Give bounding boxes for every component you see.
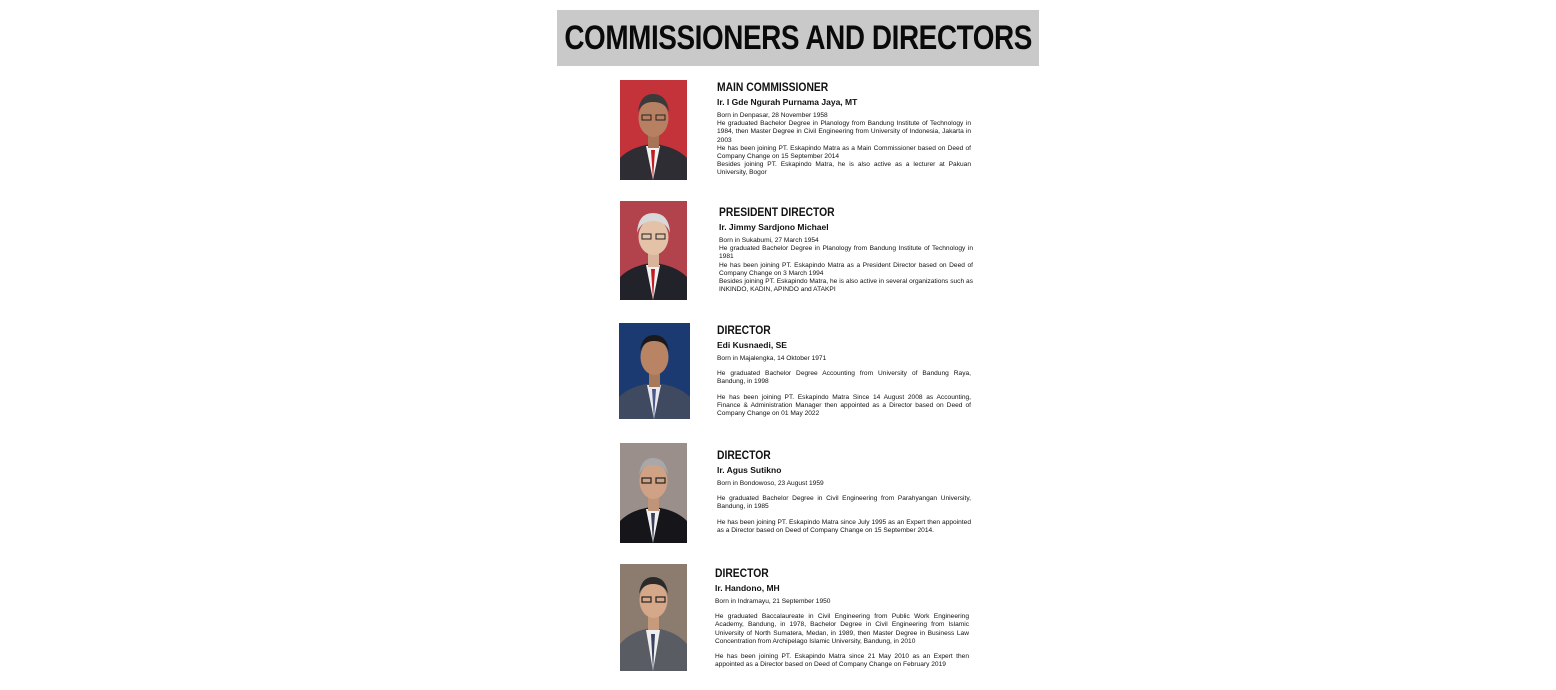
bio-paragraph: Born in Majalengka, 14 Oktober 1971 (717, 355, 827, 362)
person-bio (717, 80, 971, 178)
portrait-photo (620, 80, 687, 180)
bio-paragraph: He graduated Bachelor Degree in Planology from Bandung Institute of Technology in 1981 (719, 245, 973, 261)
portrait-photo (620, 443, 687, 543)
bio-paragraph: Besides joining PT. Eskapindo Matra, he is also active as a lecturer at Pakuan University, Bogor (717, 161, 971, 177)
bio-paragraph: He has been joining PT. Eskapindo Matra as a Main Commissioner based on Deed of Company Change on 15 September 2014 (717, 144, 971, 161)
bio-paragraph: Born in Sukabumi, 27 March 1954 (719, 237, 819, 244)
bio-paragraph: He has been joining PT. Eskapindo Matra since 21 May 2010 as an Expert then appointed as a Director based on Deed of Company Change on February 2019 (715, 653, 969, 669)
portrait-photo (620, 201, 687, 300)
person-bio (715, 566, 969, 669)
person-name: Edi Kusnaedi, SE (717, 340, 787, 350)
person-bio (719, 205, 973, 294)
person-name: Ir. Handono, MH (715, 583, 780, 593)
bio-paragraph: Born in Indramayu, 21 September 1950 (715, 598, 831, 605)
bio-paragraph: Born in Bondowoso, 23 August 1959 (717, 480, 824, 487)
role-heading: MAIN COMMISSIONER (717, 80, 829, 94)
person-bio (717, 448, 971, 535)
portrait-photo (620, 564, 687, 671)
bio-paragraph: He has been joining PT. Eskapindo Matra Since 14 August 2008 as Accounting, Finance & Administration Manager then appointed as a Director based on Deed of Company Change on 01 May 2022 (717, 393, 971, 418)
bio-paragraph: He graduated Baccalaureate in Civil Engineering from Public Work Engineering Academy, Bandung, in 1978, Bachelor Degree in Civil Engineering from Islamic University of North Sumatera, Medan, in 1989, then Master Degree in Business Law Concentration from Archipelago Islamic University, Bandung, in 2010 (715, 613, 969, 645)
role-heading: DIRECTOR (717, 448, 771, 462)
role-heading: PRESIDENT DIRECTOR (719, 205, 835, 219)
portrait-photo (619, 323, 690, 419)
title-banner (557, 10, 1039, 66)
role-heading: DIRECTOR (717, 323, 771, 337)
role-heading: DIRECTOR (715, 566, 769, 580)
bio-paragraph: He graduated Bachelor Degree in Civil Engineering from Parahyangan University, Bandung, in 1985 (717, 495, 971, 511)
person-name: Ir. Jimmy Sardjono Michael (719, 222, 829, 232)
bio-paragraph: He graduated Bachelor Degree Accounting from University of Bandung Raya, Bandung, in 1998 (717, 370, 971, 386)
bio-paragraph: He graduated Bachelor Degree in Planology from Bandung Institute of Technology in 1984, then Master Degree in Civil Engineering from University of Indonesia, Jakarta in 2003 (717, 120, 971, 144)
bio-paragraph: Besides joining PT. Eskapindo Matra, he is also active in several organizations such as INKINDO, KADIN, APINDO and ATAKPI (719, 278, 973, 294)
person-name: Ir. Agus Sutikno (717, 465, 782, 475)
person-name: Ir. I Gde Ngurah Purnama Jaya, MT (717, 97, 858, 107)
page-title: COMMISSIONERS AND DIRECTORS (564, 18, 1032, 57)
person-bio (717, 323, 971, 418)
bio-paragraph: Born in Denpasar, 28 November 1958 (717, 112, 828, 119)
bio-paragraph: He has been joining PT. Eskapindo Matra since July 1995 as an Expert then appointed as a Director based on Deed of Company Change on 15 September 2014. (717, 518, 971, 534)
bio-paragraph: He has been joining PT. Eskapindo Matra as a President Director based on Deed of Company Change on 3 March 1994 (719, 261, 973, 277)
